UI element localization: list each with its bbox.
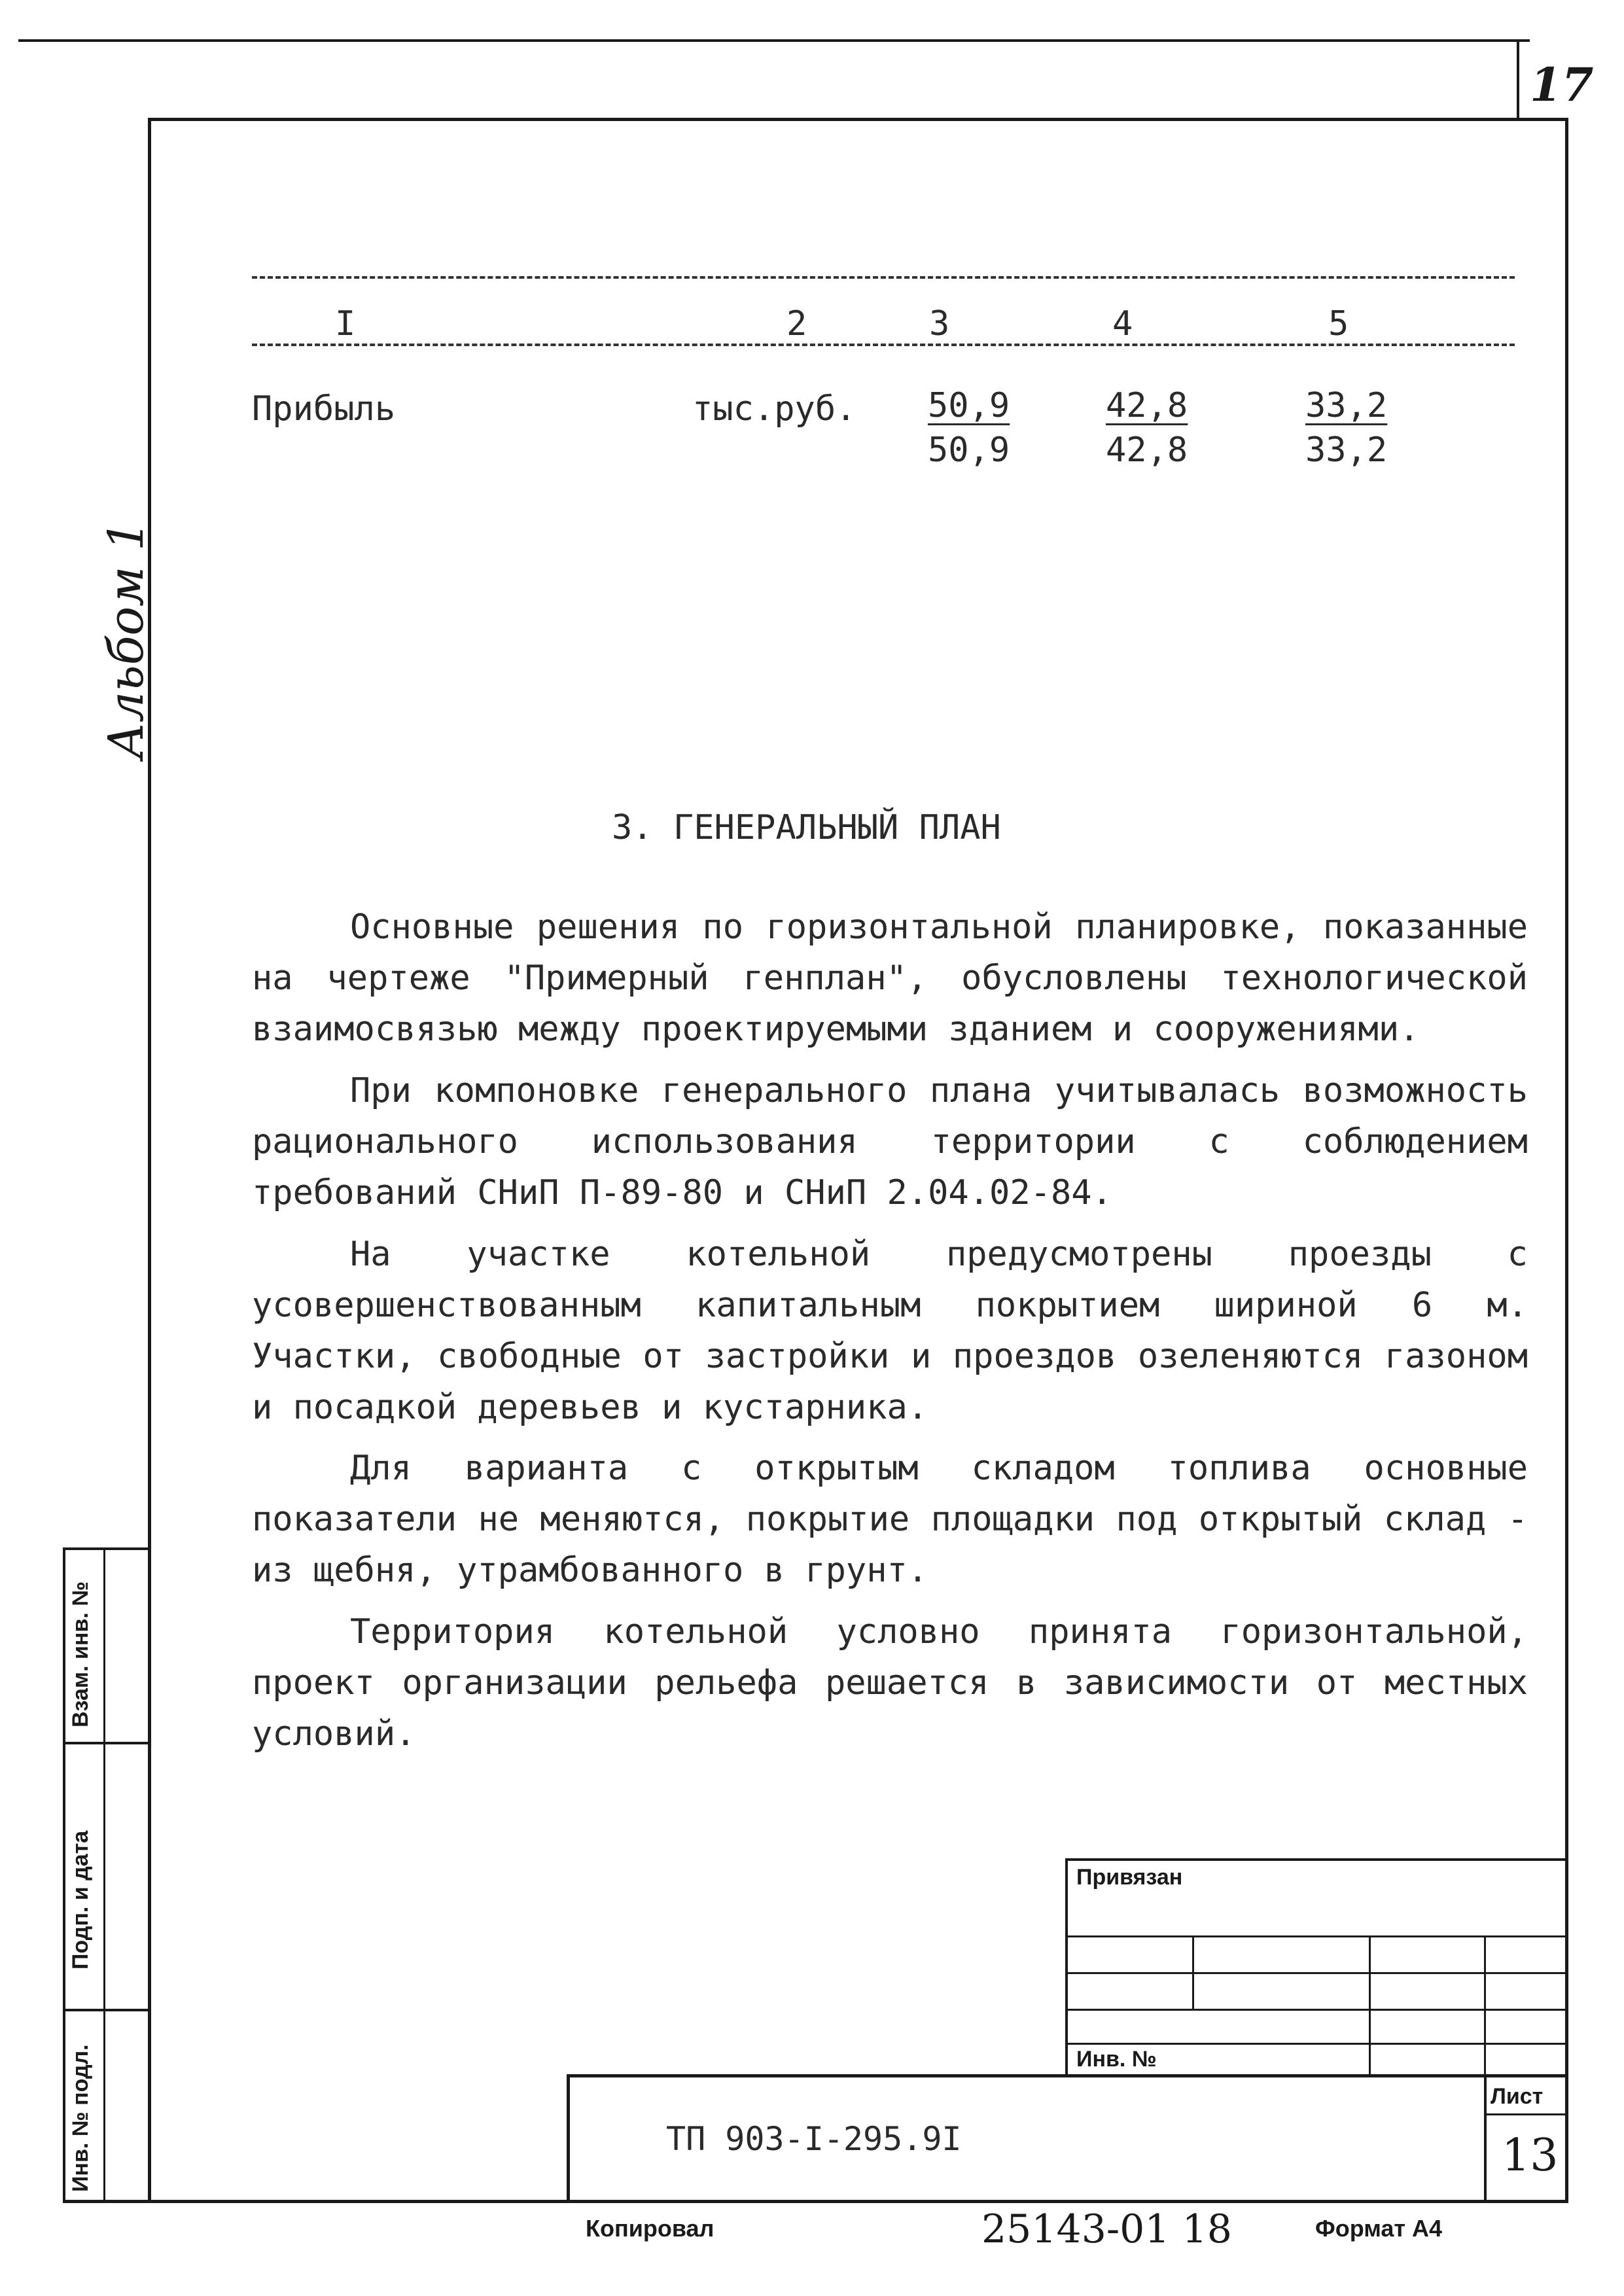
title-block-list-divider [1484, 2113, 1568, 2115]
section-title: 3. ГЕНЕРАЛЬНЫЙ ПЛАН [612, 808, 1001, 847]
title-block-col-1 [1192, 1935, 1194, 2009]
title-block-privyazan: Привязан [1076, 1865, 1183, 1890]
title-block-row-3 [1065, 2009, 1568, 2011]
paragraph-4: Для варианта с открытым складом топлива основные показатели не меняются, покрытие площадки под открытый склад - из щебня, утрамбованного в грунт. [252, 1449, 1528, 1590]
paragraph-1: Основные решения по горизонтальной планировке, показанные на чертеже "Примерный генплан", обусловлены технологической взаимосвязью между проектируемыми зданием и сооружениями. [252, 908, 1528, 1049]
table-value-top-5: 33,2 [1305, 386, 1388, 425]
table-header-2: 2 [786, 304, 807, 344]
table-header-4: 4 [1112, 304, 1133, 344]
paragraph-5: Территория котельной условно принята горизонтальной, проект организации рельефа решается в зависимости от местных условий. [252, 1612, 1528, 1754]
title-block-inv-no: Инв. № [1076, 2047, 1157, 2072]
table-value-bottom-5: 33,2 [1305, 431, 1388, 470]
title-block-row-2 [1065, 1972, 1568, 1974]
title-block-list-left [1484, 2074, 1487, 2202]
table-header-3: 3 [929, 304, 950, 344]
side-stamp-inv-podl: Инв. № подл. [68, 2044, 93, 2192]
side-stamp-top [63, 1547, 149, 1550]
side-stamp-left [63, 1547, 65, 2202]
page-number-box-left [1517, 41, 1519, 119]
paragraph-3: На участке котельной предусмотрены проезды с усовершенствованным капитальным покрытием шириной 6 м. Участки, свободные от застройки и проездов озеленяются газоном и посадкой деревьев и кустарника. [252, 1235, 1528, 1427]
title-block-main-top [567, 2074, 1568, 2077]
footer-archive-number: 25143-01 18 [981, 2206, 1232, 2252]
table-value-bottom-3: 50,9 [928, 431, 1010, 470]
frame-right [1565, 118, 1568, 2202]
title-block-top [1065, 1858, 1568, 1861]
side-stamp-div-1 [63, 1742, 149, 1744]
paragraph-2: При компоновке генерального плана учитывалась возможность рационального использования территории с соблюдением требований СНиП П-89-80 и СНиП 2.04.02-84. [252, 1071, 1528, 1212]
frame-top [148, 118, 1568, 121]
top-rule [18, 39, 1530, 42]
footer-kopiroval: Копировал [586, 2215, 715, 2242]
footer-format: Формат А4 [1315, 2215, 1443, 2242]
title-block-col-3 [1484, 1935, 1486, 2074]
title-block-main-left [567, 2074, 570, 2202]
album-label: Альбом 1 [98, 520, 154, 759]
side-stamp-div-2 [63, 2009, 149, 2011]
sheet-number-top: 17 [1530, 58, 1594, 112]
side-stamp-podp-data: Подп. и дата [68, 1830, 93, 1969]
title-block-col-2 [1369, 1935, 1371, 2074]
title-block-list-number: 13 [1502, 2130, 1559, 2181]
table-row-label: Прибыль [252, 389, 396, 429]
table-value-bottom-4: 42,8 [1106, 431, 1188, 470]
frame-bottom [63, 2200, 1568, 2203]
table-header-1: I [335, 304, 356, 344]
title-block-row-4 [1065, 2043, 1568, 2045]
table-dash-top [252, 276, 1515, 279]
table-value-top-3: 50,9 [928, 386, 1010, 425]
title-block-doc-code: ТП 903-I-295.9I [666, 2120, 962, 2158]
frame-left [148, 118, 151, 2202]
title-block-row-1 [1065, 1935, 1568, 1937]
title-block-list-label: Лист [1491, 2084, 1544, 2109]
table-row-unit: тыс.руб. [692, 389, 856, 429]
table-value-top-4: 42,8 [1106, 386, 1188, 425]
side-stamp-vzam-inv: Взам. инв. № [68, 1581, 93, 1727]
table-header-5: 5 [1328, 304, 1349, 344]
side-stamp-mid [103, 1547, 105, 2202]
title-block-left [1065, 1858, 1068, 2074]
table-dash-mid [252, 344, 1515, 346]
